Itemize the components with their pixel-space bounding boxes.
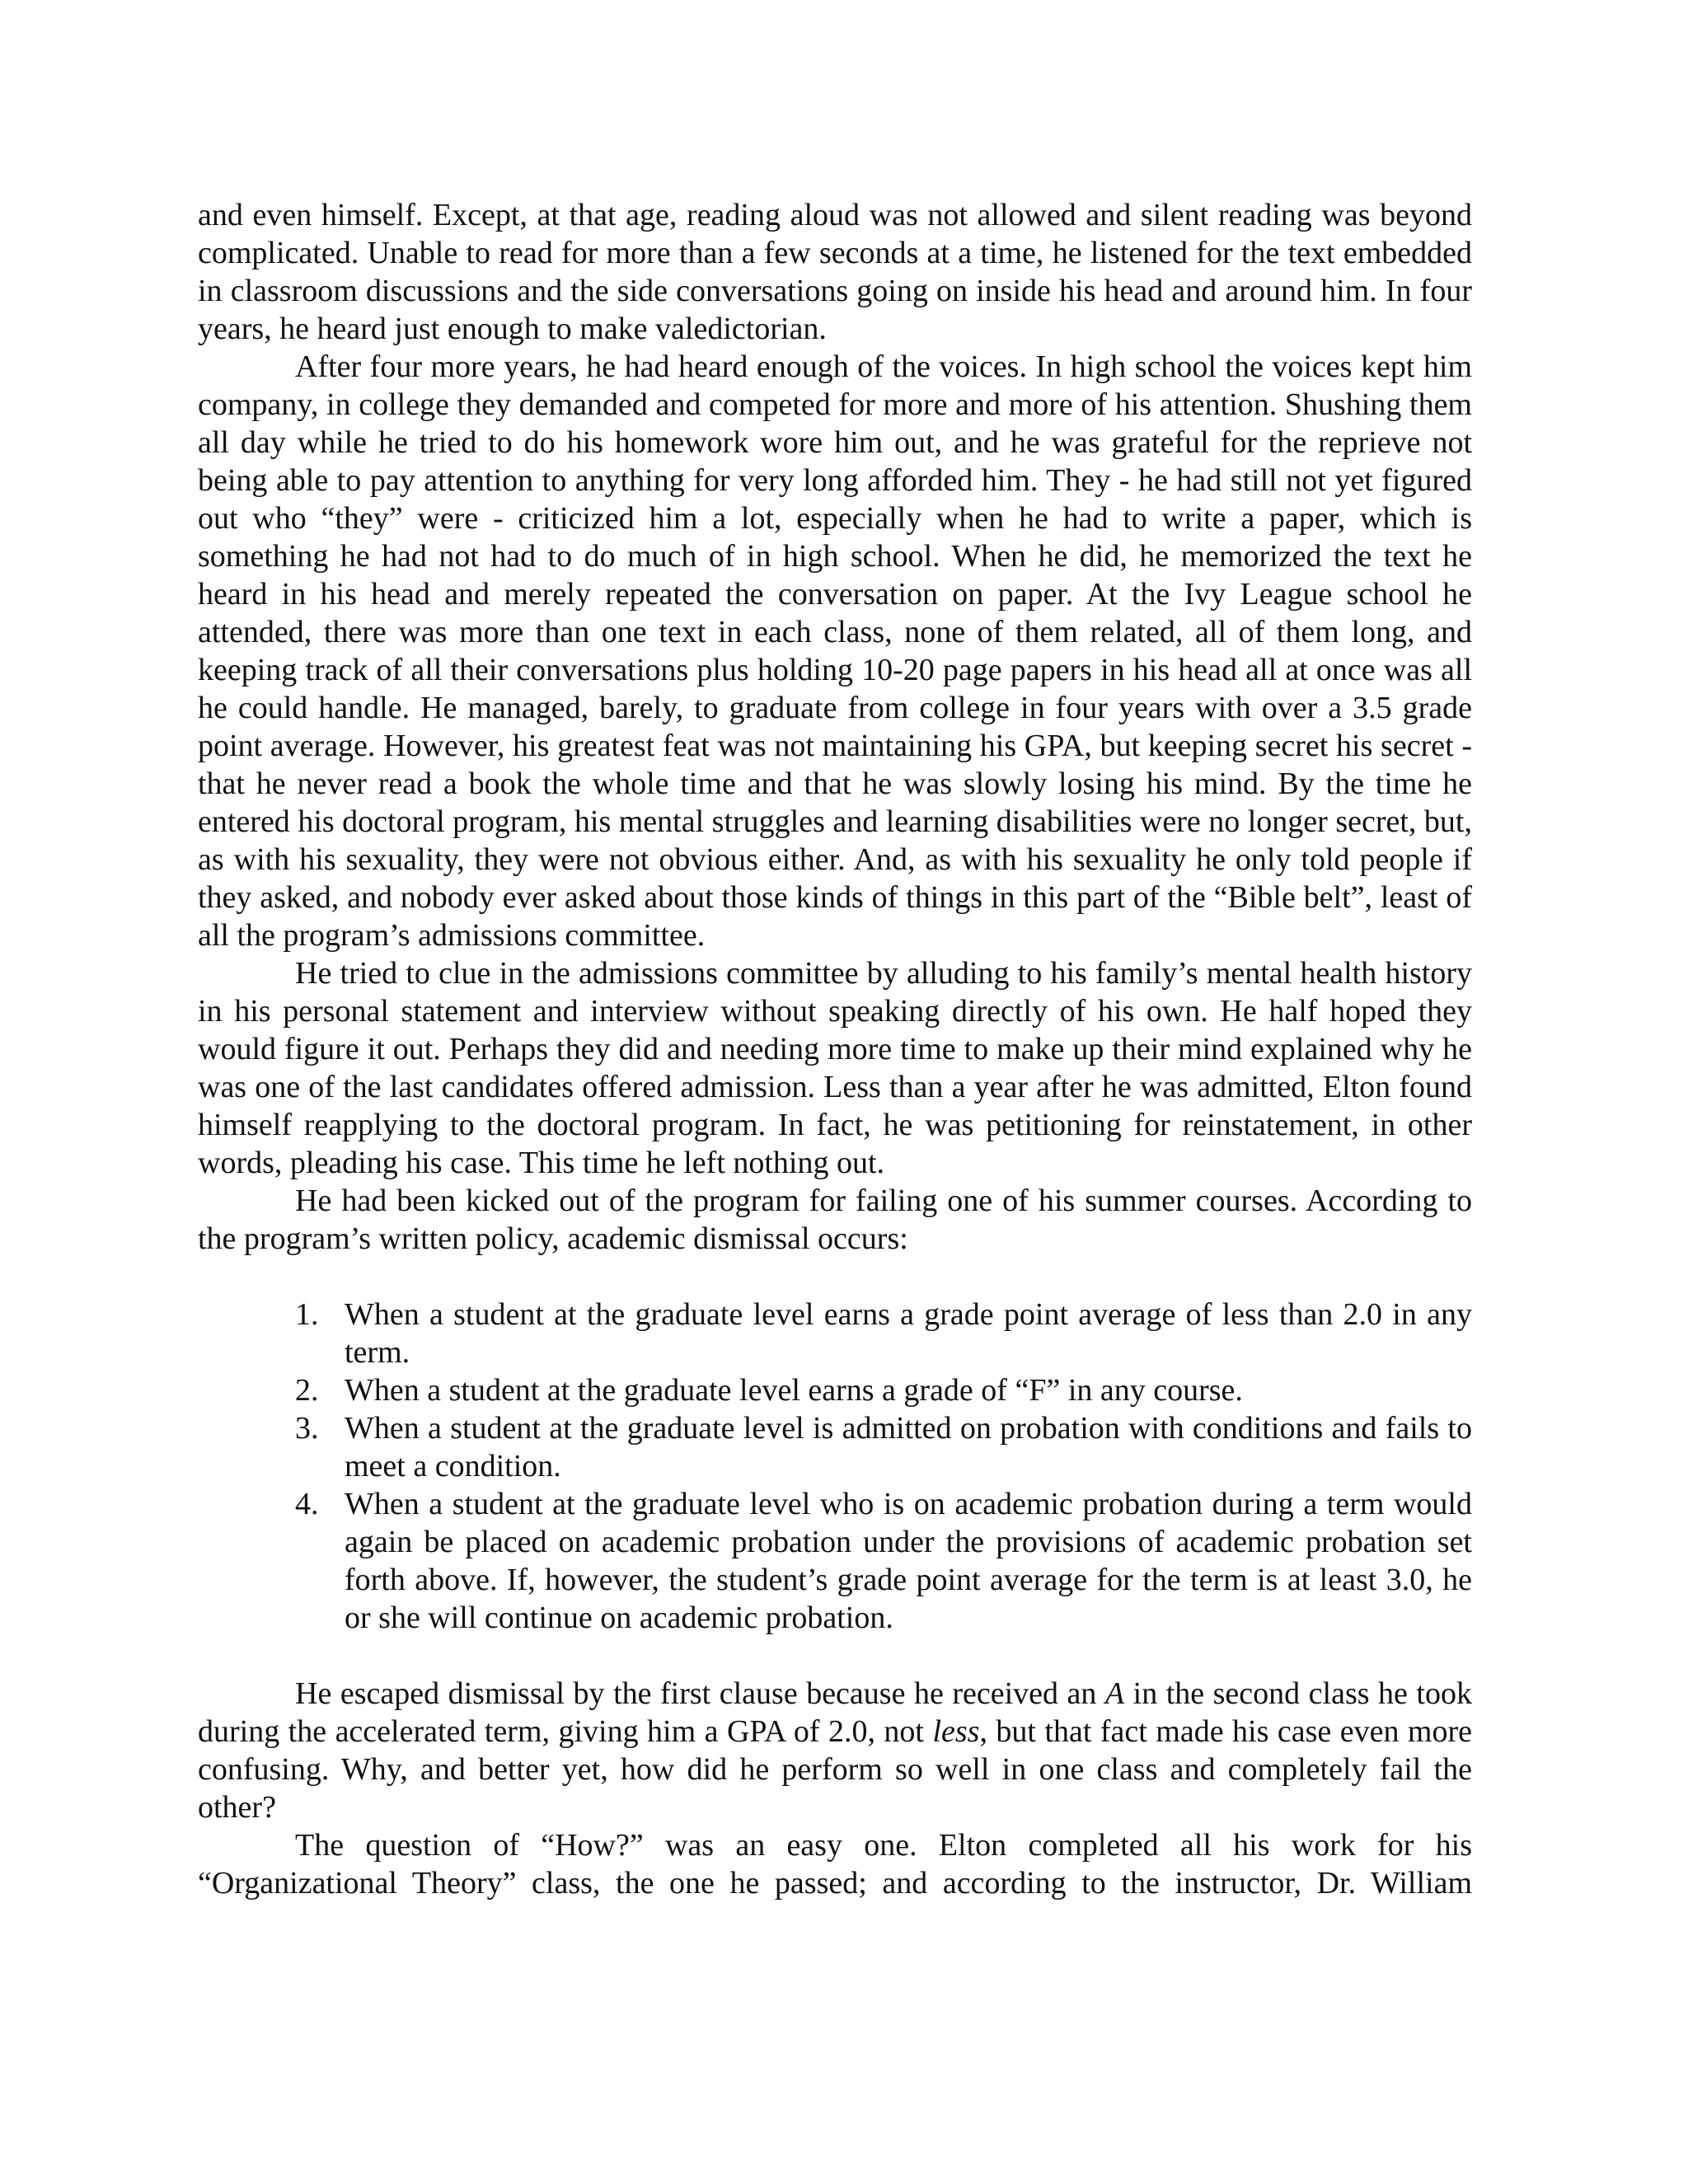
list-item-text: When a student at the graduate level who is on academic probation during a term would again be placed on academic probation under the provisions of academic probation set forth above. If, however, the student’s grade point average for the term is at least 3.0, he or she will continue on academic probation. — [345, 1487, 1472, 1635]
less-emphasis: less — [932, 1714, 980, 1749]
paragraph-6: The question of “How?” was an easy one. Elton completed all his work for his “Organizational Theory” class, the one he passed; and according to the instructor, Dr. William — [198, 1828, 1472, 1900]
paragraph-2: After four more years, he had heard enough of the voices. In high school the voices kept him company, in college they demanded and competed for more and more of his attention. Shushing them all day while he tried to do his homework wore him out, and he was grateful for the reprieve not being able to pay attention to anything for very long afforded him. They - he had still not yet figured out who “they” were - criticized him a lot, especially when he had to write a paper, which is something he had not had to do much of in high school. When he did, he memorized the text he heard in his head and merely repeated the conversation on paper. At the Ivy League school he attended, there was more than one text in each class, none of them related, all of them long, and keeping track of all their conversations plus holding 10-20 page papers in his head all at once was all he could handle. He managed, barely, to graduate from college in four years with over a 3.5 grade point average. However, his greatest feat was not maintaining his GPA, but keeping secret his secret - that he never read a book the whole time and that he was slowly losing his mind. By the time he entered his doctoral program, his mental struggles and learning disabilities were no longer secret, but, as with his sexuality, they were not obvious either. And, as with his sexuality he only told people if they asked, and nobody ever asked about those kinds of things in this part of the “Bible belt”, least of all the program’s admissions committee. — [198, 349, 1472, 953]
list-item-text: When a student at the graduate level earns a grade point average of less than 2.0 in any term. — [345, 1297, 1472, 1370]
list-item-number: 2. — [295, 1373, 319, 1408]
paragraph-1: and even himself. Except, at that age, reading aloud was not allowed and silent reading was beyond complicated. Unable to read for more than a few seconds at a time, he listened for the text embedded in classroom discussions and the side conversations going on inside his head and around him. In four years, he heard just enough to make valedictorian. — [198, 198, 1472, 346]
paragraph-4: He had been kicked out of the program for failing one of his summer courses. According to the program’s written policy, academic dismissal occurs: — [198, 1183, 1472, 1256]
list-item — [198, 1485, 1472, 1637]
list-item — [198, 1296, 1472, 1371]
list-item — [198, 1409, 1472, 1485]
list-item-number: 4. — [295, 1487, 319, 1521]
list-item — [198, 1371, 1472, 1409]
paragraph-5: He escaped dismissal by the first clause because he received an A in the second class he took during the accelerated term, giving him a GPA of 2.0, not less, but that fact made his case even more confusing. Why, and better yet, how did he perform so well in one class and completely fail the other? — [198, 1676, 1472, 1825]
list-item-number: 1. — [295, 1297, 319, 1332]
list-item-text: When a student at the graduate level earns a grade of “F” in any course. — [345, 1373, 1243, 1408]
paragraph-3: He tried to clue in the admissions committee by alluding to his family’s mental health history in his personal statement and interview without speaking directly of his own. He half hoped they would figure it out. Perhaps they did and needing more time to make up their mind explained why he was one of the last candidates offered admission. Less than a year after he was admitted, Elton found himself reapplying to the doctoral program. In fact, he was petitioning for reinstatement, in other words, pleading his case. This time he left nothing out. — [198, 956, 1472, 1180]
list-item-number: 3. — [295, 1411, 319, 1446]
document-page — [198, 196, 1472, 1902]
list-item-text: When a student at the graduate level is admitted on probation with conditions and fails to meet a condition. — [345, 1411, 1472, 1483]
grade-a-emphasis: A — [1104, 1676, 1125, 1711]
dismissal-policy-list — [198, 1296, 1472, 1637]
